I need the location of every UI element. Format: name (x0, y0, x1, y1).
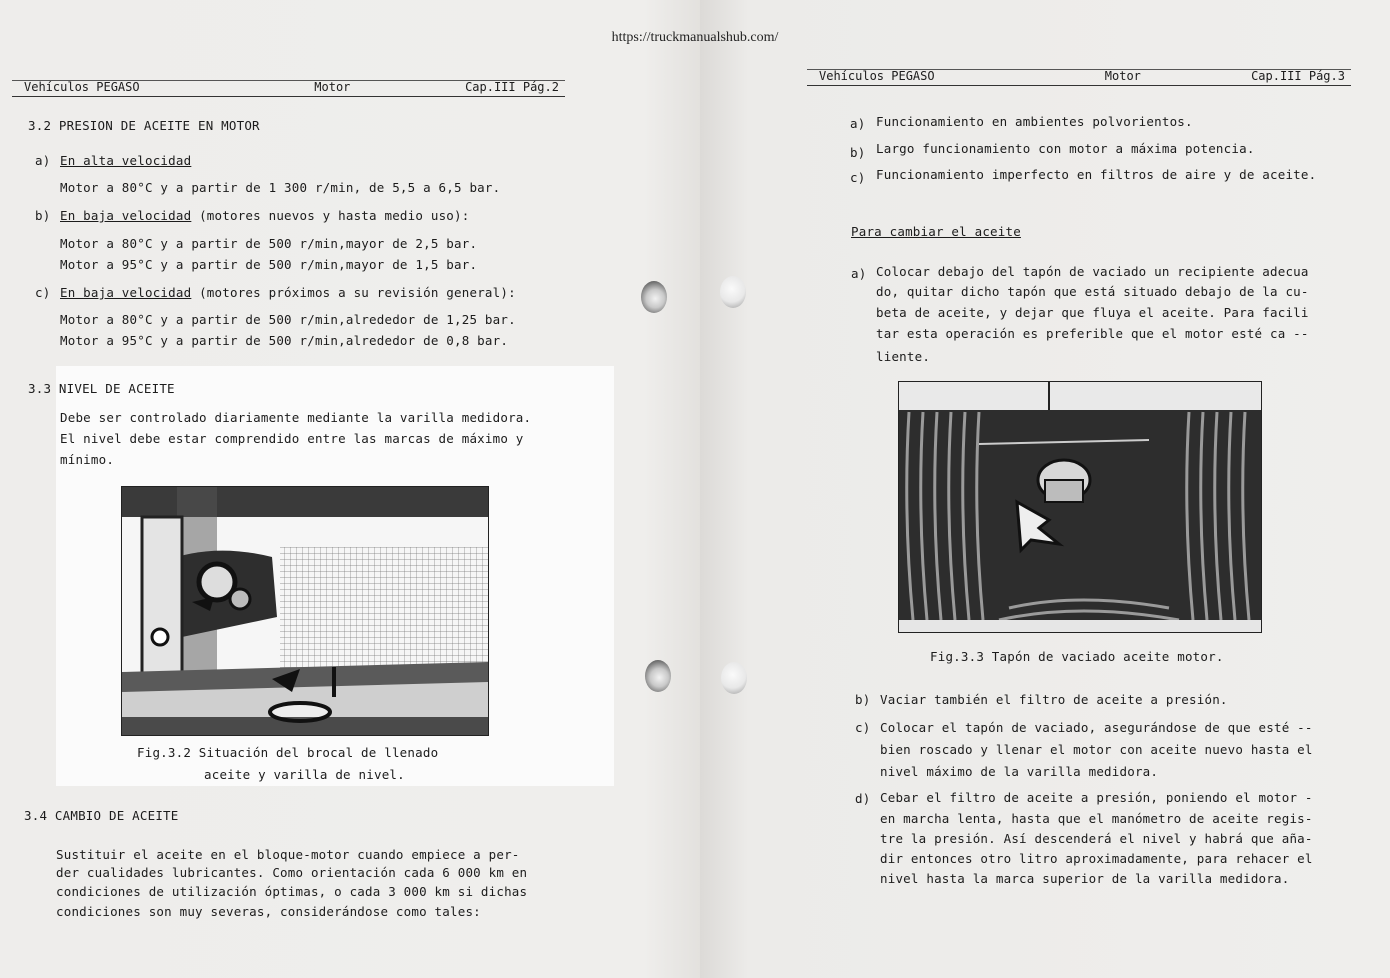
figure-3-2-caption-2: aceite y varilla de nivel. (204, 767, 405, 782)
step-b-label: b) (855, 692, 871, 707)
item-b-title: En baja velocidad (60, 208, 192, 223)
section-3-3-line-3: mínimo. (60, 452, 115, 467)
item-c-rest: (motores próximos a su revisión general): (191, 285, 516, 300)
binder-hole-right-bottom (721, 662, 747, 694)
step-d-line-4: dir entonces otro litro aproximadamente, para rehacer el (880, 851, 1313, 866)
figure-3-3-photo (898, 381, 1262, 633)
item-b-line-1: Motor a 80°C y a partir de 500 r/min,mayor de 2,5 bar. (60, 236, 478, 251)
step-d-line-2: en marcha lenta, hasta que el manómetro de aceite regis- (880, 811, 1313, 826)
step-c-line-1: Colocar el tapón de vaciado, asegurándose de que esté -- (880, 720, 1313, 735)
header-page: Cap.III Pág.2 (465, 80, 559, 94)
item-a-label: a) (35, 153, 51, 168)
step-c-line-3: nivel máximo de la varilla medidora. (880, 764, 1159, 779)
section-3-2-title: 3.2 PRESION DE ACEITE EN MOTOR (28, 118, 260, 133)
list-item-b-text: Largo funcionamiento con motor a máxima potencia. (876, 141, 1255, 156)
step-a-line-3: beta de aceite, y dejar que fluya el aceite. Para facili (876, 305, 1309, 320)
source-url[interactable]: https://truckmanualshub.com/ (611, 30, 779, 45)
section-3-3-line-1: Debe ser controlado diariamente mediante la varilla medidora. (60, 410, 532, 425)
section-3-3-title: 3.3 NIVEL DE ACEITE (28, 381, 175, 396)
step-c-label: c) (855, 720, 871, 735)
item-b-label: b) (35, 208, 51, 223)
header-section: Motor (314, 80, 351, 94)
section-3-4-line-2: der cualidades lubricantes. Como orientación cada 6 000 km en (56, 865, 528, 880)
step-a-line-1: Colocar debajo del tapón de vaciado un recipiente adecua (876, 264, 1309, 279)
step-d-label: d) (855, 791, 871, 806)
item-b-heading (60, 208, 469, 223)
header-brand: Vehículos PEGASO (819, 69, 935, 83)
item-c-line-2: Motor a 95°C y a partir de 500 r/min,alrededor de 0,8 bar. (60, 333, 509, 348)
header-brand: Vehículos PEGASO (24, 80, 140, 94)
step-a-label: a) (851, 266, 867, 281)
list-item-a-label: a) (850, 116, 866, 131)
step-a-line-5: liente. (876, 349, 931, 364)
section-3-4-line-4: condiciones son muy severas, considerándose como tales: (56, 904, 481, 919)
step-d-line-5: nivel hasta la marca superior de la varilla medidora. (880, 871, 1290, 886)
item-c-title: En baja velocidad (60, 285, 192, 300)
list-item-c-text: Funcionamiento imperfecto en filtros de aire y de aceite. (876, 167, 1317, 182)
list-item-c-label: c) (850, 170, 866, 185)
item-c-line-1: Motor a 80°C y a partir de 500 r/min,alrededor de 1,25 bar. (60, 312, 516, 327)
oil-drain-plug-illustration (899, 382, 1261, 632)
binder-hole-left-bottom (645, 660, 671, 692)
item-b-rest: (motores nuevos y hasta medio uso): (191, 208, 470, 223)
list-item-b-label: b) (850, 145, 866, 160)
section-3-4-title: 3.4 CAMBIO DE ACEITE (24, 808, 179, 823)
binder-hole-right-top (720, 276, 746, 308)
engine-filler-illustration (122, 487, 488, 735)
step-c-line-2: bien roscado y llenar el motor con aceite nuevo hasta el (880, 742, 1313, 757)
item-a-title: En alta velocidad (60, 153, 192, 168)
header-section: Motor (1104, 69, 1141, 83)
item-b-line-2: Motor a 95°C y a partir de 500 r/min,mayor de 1,5 bar. (60, 257, 478, 272)
step-b-line-1: Vaciar también el filtro de aceite a presión. (880, 692, 1228, 707)
section-3-4-line-1: Sustituir el aceite en el bloque-motor cuando empiece a per- (56, 847, 520, 862)
list-item-a-text: Funcionamiento en ambientes polvorientos. (876, 114, 1193, 129)
left-page-header (12, 80, 565, 97)
step-d-line-1: Cebar el filtro de aceite a presión, poniendo el motor - (880, 790, 1313, 805)
right-page-header (807, 69, 1351, 86)
binder-hole-left-top (641, 281, 667, 313)
figure-3-2-caption-1: Fig.3.2 Situación del brocal de llenado (137, 745, 439, 760)
item-c-label: c) (35, 285, 51, 300)
item-a-line-1: Motor a 80°C y a partir de 1 300 r/min, de 5,5 a 6,5 bar. (60, 180, 501, 195)
step-a-line-2: do, quitar dicho tapón que está situado debajo de la cu- (876, 284, 1309, 299)
header-page: Cap.III Pág.3 (1251, 69, 1345, 83)
step-d-line-3: tre la presión. Así descenderá el nivel y habrá que aña- (880, 831, 1313, 846)
figure-3-2-photo (121, 486, 489, 736)
section-3-4-line-3: condiciones de utilización óptimas, o cada 3 000 km si dichas (56, 884, 528, 899)
figure-3-3-caption: Fig.3.3 Tapón de vaciado aceite motor. (930, 649, 1224, 664)
change-oil-subtitle: Para cambiar el aceite (851, 224, 1021, 239)
item-c-heading (60, 285, 516, 300)
section-3-3-line-2: El nivel debe estar comprendido entre las marcas de máximo y (60, 431, 524, 446)
step-a-line-4: tar esta operación es preferible que el motor esté ca -- (876, 326, 1309, 341)
